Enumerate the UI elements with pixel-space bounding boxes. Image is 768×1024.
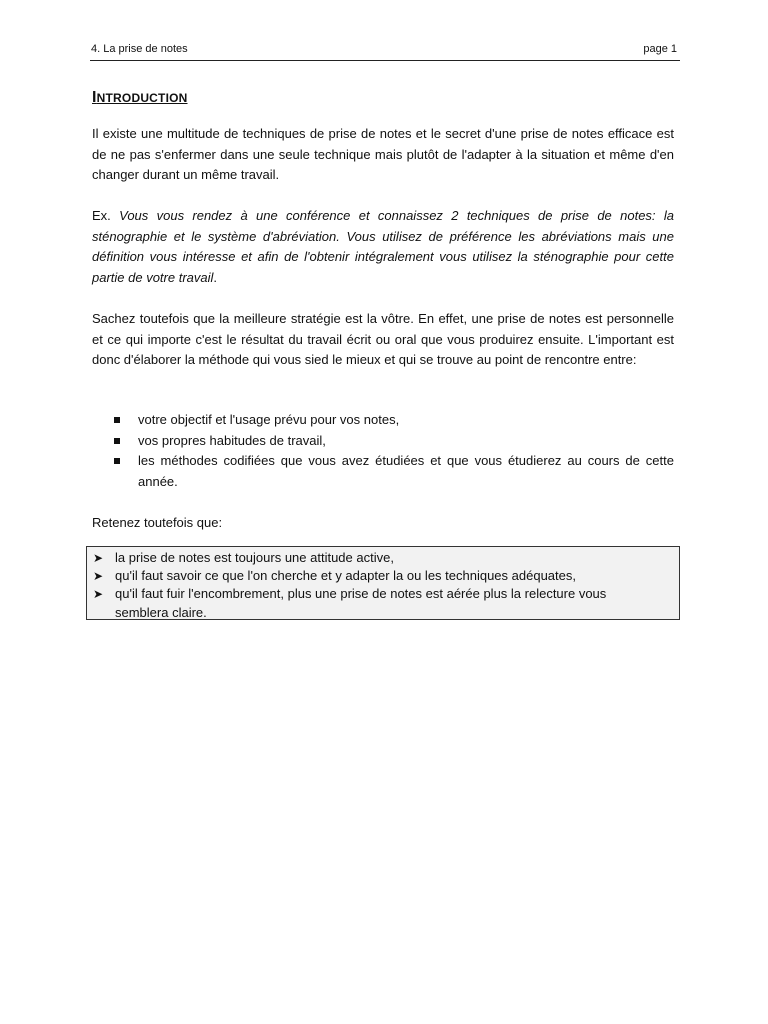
header-page-number: page 1 [643, 43, 677, 55]
square-bullet-icon [114, 438, 120, 444]
summary-item [87, 567, 679, 585]
section-title-first-letter: I [92, 89, 97, 106]
page-header [90, 43, 680, 61]
list-item [92, 431, 674, 452]
example-suffix: . [213, 269, 218, 285]
summary-item-text: la prise de notes est toujours une attitude active, [115, 550, 394, 565]
summary-box [86, 546, 680, 620]
summary-item-text: qu'il faut savoir ce que l'on cherche et y adapter la ou les techniques adéquates, [115, 568, 576, 584]
summary-item [87, 585, 679, 621]
section-title-rest: NTRODUCTION [96, 91, 188, 105]
paragraph-strategy: Sachez toutefois que la meilleure stratégie est la vôtre. En effet, une prise de notes est personnelle et ce qui importe c'est le résultat du travail écrit ou oral que vous produirez ensuite. L'important est donc d'élaborer la méthode qui vous sied le mieux et qui se trouve au point de rencontre entre: [92, 311, 674, 368]
summary-item [87, 549, 679, 567]
list-item-text: les méthodes codifiées que vous avez étudiées et que vous étudierez au cours de cette année. [138, 453, 674, 489]
bullet-list [92, 410, 674, 492]
summary-item-text: qu'il faut fuir l'encombrement, plus une prise de notes est aérée plus la relecture vous semblera claire. [115, 586, 607, 620]
square-bullet-icon [114, 458, 120, 464]
example-text: Vous vous rendez à une conférence et connaissez 2 techniques de prise de notes: la sténographie et le système d'abréviation. Vous utilisez de préférence les abréviations mais une définition vous intéresse et afin de l'obtenir intégralement vous utilisez la sténographie pour cette partie de votre travail [92, 208, 674, 285]
paragraph-example [92, 206, 674, 288]
list-item-text: votre objectif et l'usage prévu pour vos notes, [138, 412, 400, 427]
square-bullet-icon [114, 417, 120, 423]
arrowhead-bullet-icon: ➤ [93, 569, 104, 584]
header-chapter: 4. La prise de notes [91, 43, 188, 55]
list-item-text: vos propres habitudes de travail, [138, 432, 326, 448]
list-item [92, 410, 674, 431]
summary-list [87, 547, 679, 622]
section-title [92, 89, 188, 107]
retenez-label: Retenez toutefois que: [92, 515, 223, 530]
list-item [92, 451, 674, 492]
paragraph-intro: Il existe une multitude de techniques de prise de notes et le secret d'une prise de notes efficace est de ne pas s'enfermer dans une seule technique mais plutôt de l'adapter à la situation et même d'en changer durant un même travail. [92, 126, 674, 183]
example-prefix: Ex. [92, 208, 120, 223]
arrowhead-bullet-icon: ➤ [93, 587, 104, 602]
arrowhead-bullet-icon: ➤ [93, 551, 104, 565]
